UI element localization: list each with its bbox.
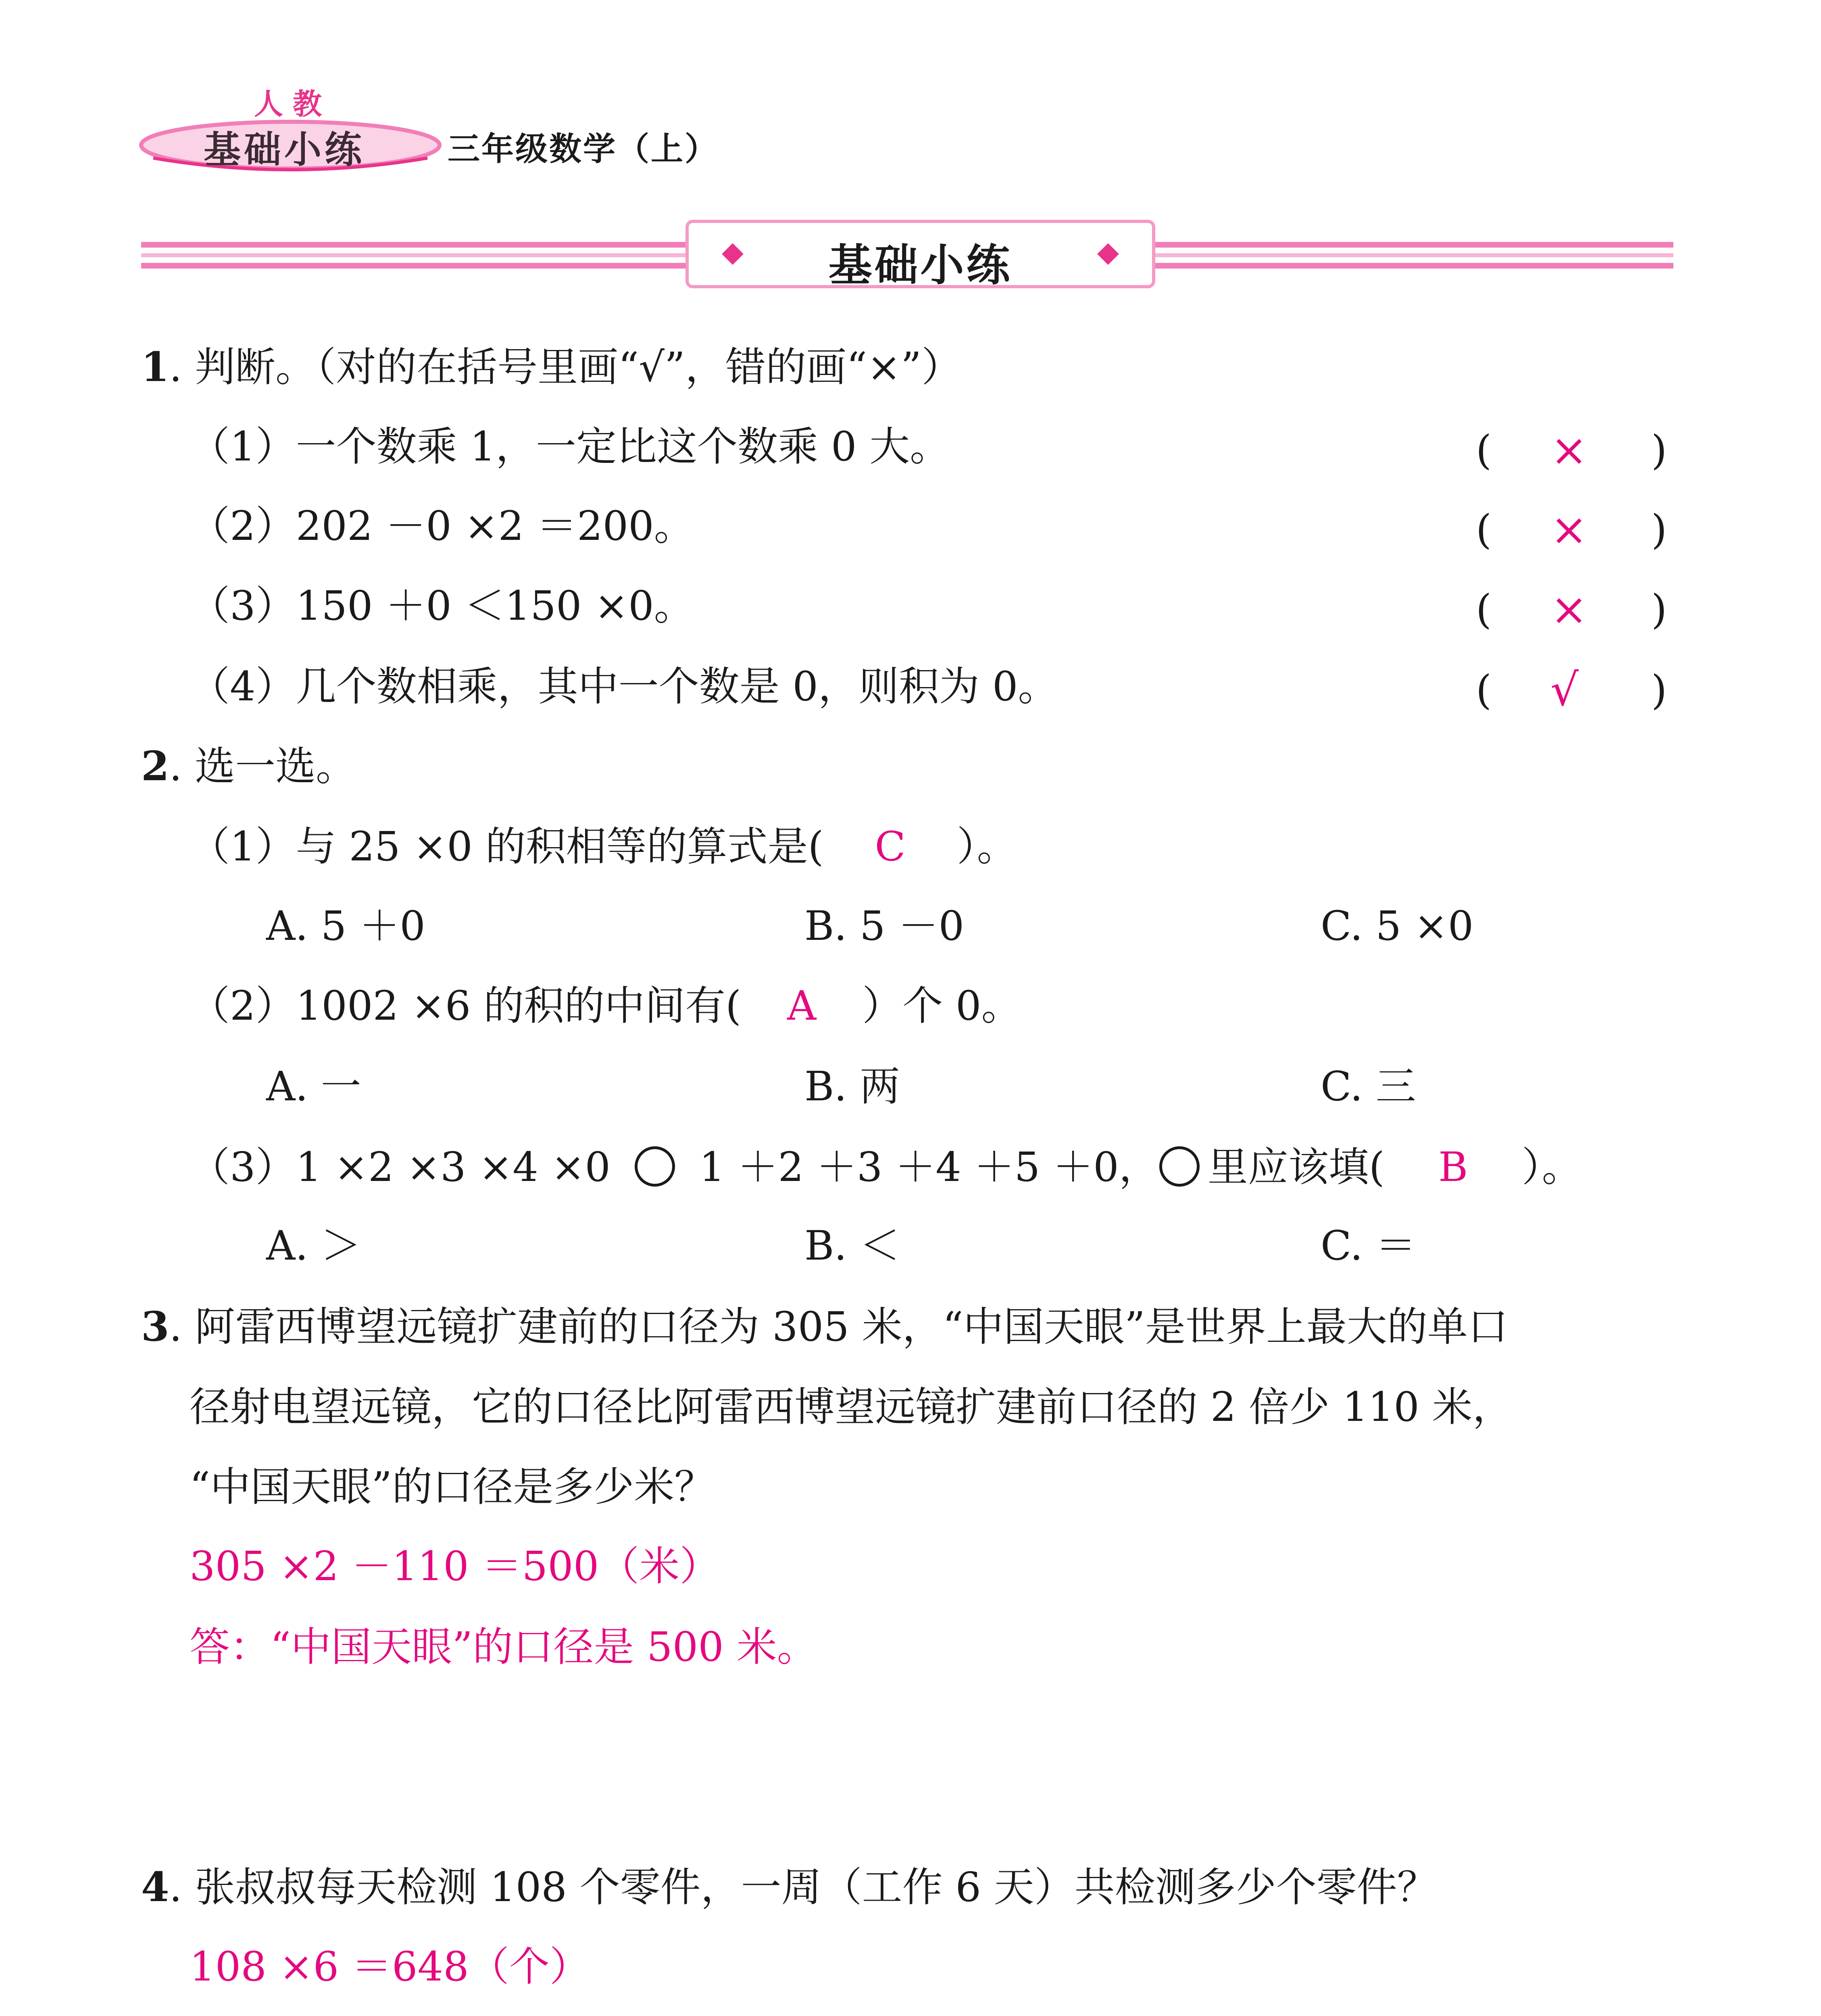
q1-item-4-answer: √ — [1550, 664, 1579, 716]
q3-line-3: “中国天眼”的口径是多少米？ — [190, 1463, 715, 1510]
q1-item-1-paren-close: ) — [1651, 427, 1667, 474]
q1-item-4-paren-open: ( — [1476, 666, 1492, 714]
banner-stripe-left-top — [141, 242, 690, 248]
q2-prompt — [141, 742, 356, 790]
q1-item-4: （4）几个数相乘，其中一个数是 0，则积为 0。 — [190, 663, 1058, 710]
q2-sub3-part3: 里应该填( — [1207, 1143, 1385, 1191]
q4-number: 4 — [141, 1863, 169, 1911]
q2-sub2-stem — [190, 982, 1022, 1029]
q2-sub3-option-c: C. ＝ — [1321, 1222, 1416, 1269]
q2-sub2-answer: A — [787, 982, 817, 1029]
q2-sub2-option-c: C. 三 — [1321, 1063, 1416, 1110]
q2-sub1-stem — [190, 823, 1017, 870]
q2-sub2-option-b: B. 两 — [804, 1063, 900, 1110]
q4-prompt-text: . 张叔叔每天检测 108 个零件，一周（工作 6 天）共检测多少个零件？ — [169, 1864, 1438, 1911]
q1-item-3: （3）150 ＋0 ＜150 ×0。 — [190, 582, 694, 629]
q3-answer: 答：“中国天眼”的口径是 500 米。 — [190, 1623, 817, 1670]
banner-stripe-left-mid — [141, 253, 690, 257]
q1-prompt — [141, 343, 962, 391]
q1-item-1-paren-open: ( — [1476, 427, 1492, 474]
q1-item-2-paren-open: ( — [1476, 506, 1492, 553]
q1-item-1-answer: × — [1550, 424, 1588, 476]
q1-number: 1 — [141, 343, 169, 391]
banner-stripe-right-top — [1153, 242, 1673, 248]
banner-stripe-right-bottom — [1153, 263, 1673, 269]
q2-sub3-option-a: A. ＞ — [266, 1222, 361, 1269]
q3-line-2: 径射电望远镜，它的口径比阿雷西博望远镜扩建前口径的 2 倍少 110 米， — [190, 1383, 1513, 1431]
compare-circle-icon — [635, 1146, 675, 1187]
q2-sub1-answer: C — [875, 823, 906, 870]
q1-item-2-answer: × — [1550, 504, 1588, 555]
q1-item-4-paren-close: ) — [1651, 666, 1667, 714]
q4-solution: 108 ×6 ＝648（个） — [190, 1943, 590, 1990]
q4-prompt — [141, 1863, 1438, 1911]
q2-sub3-option-b: B. ＜ — [804, 1222, 900, 1269]
q2-sub1-after: ）。 — [956, 823, 1017, 870]
q2-sub3-part1: （3）1 ×2 ×3 ×4 ×0 — [190, 1143, 611, 1191]
section-title: 基础小练 — [828, 240, 1013, 291]
q1-item-3-paren-close: ) — [1651, 586, 1667, 633]
q2-number: 2 — [141, 742, 169, 790]
banner-stripe-left-bottom — [141, 263, 690, 269]
section-banner — [685, 220, 1155, 291]
q2-sub3-answer: B — [1438, 1143, 1468, 1191]
q1-item-2: （2）202 －0 ×2 ＝200。 — [190, 502, 694, 550]
series-logo — [137, 81, 444, 177]
q3-line-1-text: . 阿雷西博望远镜扩建前的口径为 305 米，“中国天眼”是世界上最大的单口 — [169, 1303, 1508, 1350]
q2-sub2-after: ）个 0。 — [862, 982, 1022, 1029]
q3-number: 3 — [141, 1303, 169, 1350]
q2-sub1-before: （1）与 25 ×0 的积相等的算式是( — [190, 823, 824, 870]
q2-sub1-option-c: C. 5 ×0 — [1321, 902, 1474, 950]
q1-item-3-paren-open: ( — [1476, 586, 1492, 633]
compare-circle-small-icon — [1159, 1146, 1200, 1187]
q1-prompt-text: . 判断。（对的在括号里画“√”，错的画“×”） — [169, 344, 962, 391]
q2-sub2-before: （2）1002 ×6 的积的中间有( — [190, 982, 742, 1029]
q2-sub2-option-a: A. 一 — [266, 1063, 361, 1110]
q2-prompt-text: . 选一选。 — [169, 743, 356, 790]
q3-line-1 — [141, 1303, 1508, 1350]
q1-item-1: （1）一个数乘 1，一定比这个数乘 0 大。 — [190, 423, 950, 470]
series-title: 基础小练 — [204, 128, 365, 171]
banner-stripe-right-mid — [1153, 253, 1673, 257]
q2-sub3-stem — [190, 1143, 1582, 1191]
publisher-tag: 人教 — [254, 87, 332, 121]
q2-sub3-after: ）。 — [1521, 1143, 1582, 1191]
q3-solution: 305 ×2 －110 ＝500（米） — [190, 1543, 720, 1590]
q2-sub1-option-b: B. 5 －0 — [804, 902, 965, 950]
grade-subject: 三年级数学（上） — [448, 130, 719, 168]
q1-item-2-paren-close: ) — [1651, 506, 1667, 553]
q2-sub3-part2: 1 ＋2 ＋3 ＋4 ＋5 ＋0， — [699, 1143, 1159, 1191]
q2-sub1-option-a: A. 5 ＋0 — [266, 902, 425, 950]
q1-item-3-answer: × — [1550, 583, 1588, 635]
